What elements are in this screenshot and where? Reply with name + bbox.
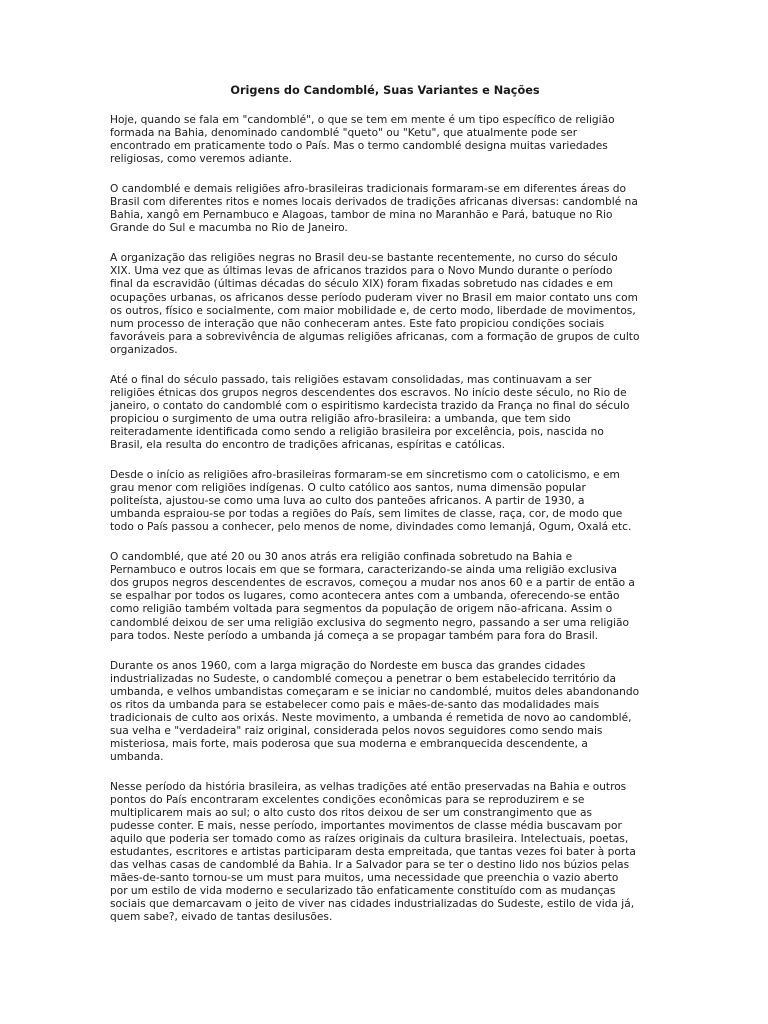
- paragraph-line: por um estilo de vida moderno e secularizado tão enfaticamente constituído com as mudanças: [110, 885, 616, 898]
- paragraph-line: O candomblé, que até 20 ou 30 anos atrás era religião confinada sobretudo na Bahia e: [110, 551, 573, 564]
- paragraph: [110, 781, 660, 925]
- paragraph-line: das velhas casas de candomblé da Bahia. Ir a Salvador para se ter o destino lido nos búzios pelas: [110, 859, 630, 872]
- paragraph-line: industrializadas no Sudeste, o candomblé começou a penetrar o bem estabelecido território da: [110, 672, 616, 685]
- paragraph-line: Bahia, xangô em Pernambuco e Alagoas, tambor de mina no Maranhão e Pará, batuque no Rio: [110, 209, 613, 222]
- paragraph-line: quem sabe?, eivado de tantas desilusões.: [110, 911, 333, 924]
- paragraph-line: os ritos da umbanda para se estabelecer como pais e mães-de-santo das modalidades mais: [110, 698, 600, 711]
- paragraph-line: Grande do Sul e macumba no Rio de Janeiro.: [110, 222, 348, 235]
- paragraph-line: grau menor com religiões indígenas. O culto católico aos santos, numa dimensão popular: [110, 482, 586, 495]
- paragraph-line: Hoje, quando se fala em "candomblé", o que se tem em mente é um tipo específico de religião: [110, 114, 615, 126]
- paragraph-line: favoráveis para a sobrevivência de algumas religiões africanas, com a formação de grupos de culto: [110, 330, 640, 343]
- paragraph-line: final da escravidão (últimas décadas do século XIX) foram fixadas sobretudo nas cidades e em: [110, 278, 614, 291]
- paragraph-line: para todos. Neste período a umbanda já começa a se propagar também para fora do Brasil.: [110, 629, 599, 642]
- paragraph-line: como religião também voltada para segmentos da população de origem não-africana. Assim o: [110, 603, 613, 616]
- paragraph-line: num processo de interação que não conheceram antes. Este fato propiciou condições sociais: [110, 317, 605, 330]
- paragraph: [110, 252, 660, 356]
- paragraph-line: reiteradamente identificada como sendo a religião brasileira por excelência, pois, nascida no: [110, 425, 604, 438]
- paragraph-line: religiões étnicas dos grupos negros descendentes dos escravos. No início deste século, no Rio de: [110, 386, 627, 399]
- paragraph-line: aquilo que poderia ser tomado como as raízes originais da cultura brasileira. Intelectuais, poetas,: [110, 833, 629, 846]
- paragraph-line: XIX. Uma vez que as últimas levas de africanos trazidos para o Novo Mundo durante o período: [110, 265, 613, 278]
- paragraph: [110, 469, 660, 534]
- paragraph-line: se espalhar por todos os lugares, como acontecera antes com a umbanda, oferecendo-se então: [110, 590, 620, 603]
- paragraph: [110, 183, 660, 235]
- paragraph-line: O candomblé e demais religiões afro-brasileiras tradicionais formaram-se em diferentes áreas do: [110, 183, 626, 196]
- paragraph-line: propiciou o surgimento de uma outra religião afro-brasileira: a umbanda, que tem sido: [110, 412, 571, 425]
- paragraph-line: Brasil, ela resulta do encontro de tradições africanas, espíritas e católicas.: [110, 438, 506, 451]
- paragraph-line: pudesse conter. E mais, nesse período, importantes movimentos de classe média buscavam por: [110, 820, 622, 833]
- paragraph-line: Desde o início as religiões afro-brasileiras formaram-se em sincretismo com o catolicismo, e em: [110, 469, 620, 482]
- paragraph-line: janeiro, o contato do candomblé com o espiritismo kardecista trazido da França no final do século: [110, 399, 630, 412]
- paragraph-line: organizados.: [110, 343, 178, 356]
- paragraph-line: Durante os anos 1960, com a larga migração do Nordeste em busca das grandes cidades: [110, 659, 586, 672]
- paragraph-line: religiosas, como veremos adiante.: [110, 153, 292, 166]
- paragraph: [110, 114, 660, 166]
- paragraph-line: tradicionais de culto aos orixás. Neste movimento, a umbanda é remetida de novo ao candomblé,: [110, 711, 632, 724]
- paragraph-line: multiplicarem mais ao sul; o alto custo dos ritos deixou de ser um constrangimento que as: [110, 807, 592, 820]
- paragraph-line: pontos do País encontraram excelentes condições econômicas para se reproduzirem e se: [110, 794, 585, 807]
- paragraph: [110, 551, 660, 642]
- paragraph-line: todo o País passou a conhecer, pelo menos de nome, divindades como Iemanjá, Ogum, Oxalá etc.: [110, 521, 632, 534]
- paragraph-line: umbanda espraiou-se por todas a regiões do País, sem limites de classe, raça, cor, de modo que: [110, 508, 623, 521]
- paragraph-line: encontrado em praticamente todo o País. Mas o termo candomblé designa muitas variedades: [110, 140, 608, 153]
- paragraph-line: politeísta, ajustou-se como uma luva ao culto dos panteões africanos. A partir de 1930, a: [110, 495, 585, 508]
- paragraph-line: mães-de-santo tornou-se um must para muitos, uma necessidade que preenchia o vazio aberto: [110, 872, 619, 885]
- paragraph-line: sociais que demarcavam o jeito de viver nas cidades industrializadas do Sudeste, estilo de vida já,: [110, 898, 635, 911]
- paragraph-line: Até o final do século passado, tais religiões estavam consolidadas, mas continuavam a ser: [110, 373, 592, 386]
- paragraph-line: umbanda.: [110, 750, 164, 763]
- paragraph: [110, 660, 660, 764]
- paragraph-line: estudantes, escritores e artistas participaram desta empreitada, que tantas vezes foi bater à porta: [110, 846, 636, 859]
- document-page: [110, 84, 660, 941]
- paragraph-line: formada na Bahia, denominado candomblé "queto" ou "Ketu", que atualmente pode ser: [110, 127, 578, 140]
- paragraph-line: ocupações urbanas, os africanos desse período puderam viver no Brasil em maior contato uns com: [110, 291, 638, 304]
- paragraph-line: A organização das religiões negras no Brasil deu-se bastante recentemente, no curso do século: [110, 252, 618, 265]
- paragraph: [110, 374, 660, 452]
- paragraph-line: Brasil com diferentes ritos e nomes locais derivados de tradições africanas diversas: candomblé na: [110, 196, 638, 209]
- paragraph-line: candomblé deixou de ser uma religião exclusiva do segmento negro, passando a ser uma religião: [110, 616, 629, 629]
- paragraph-line: Pernambuco e outros locais em que se formara, caracterizando-se ainda uma religião exclusiva: [110, 564, 617, 577]
- document-body: [110, 114, 660, 924]
- paragraph-line: dos grupos negros descendentes de escravos, começou a mudar nos anos 60 e a partir de então a: [110, 577, 635, 590]
- paragraph-line: sua velha e "verdadeira" raiz original, considerada pelos novos seguidores como sendo mais: [110, 724, 603, 737]
- paragraph-line: umbanda, e velhos umbandistas começaram e se iniciar no candomblé, muitos deles abandonando: [110, 685, 640, 698]
- document-title: Origens do Candomblé, Suas Variantes e Nações: [230, 84, 540, 97]
- paragraph-line: os outros, físico e socialmente, com maior mobilidade e, de certo modo, liberdade de movimentos,: [110, 304, 636, 317]
- paragraph-line: misteriosa, mais forte, mais poderosa que sua moderna e embranquecida descendente, a: [110, 737, 588, 750]
- paragraph-line: Nesse período da história brasileira, as velhas tradições até então preservadas na Bahia e outros: [110, 780, 627, 793]
